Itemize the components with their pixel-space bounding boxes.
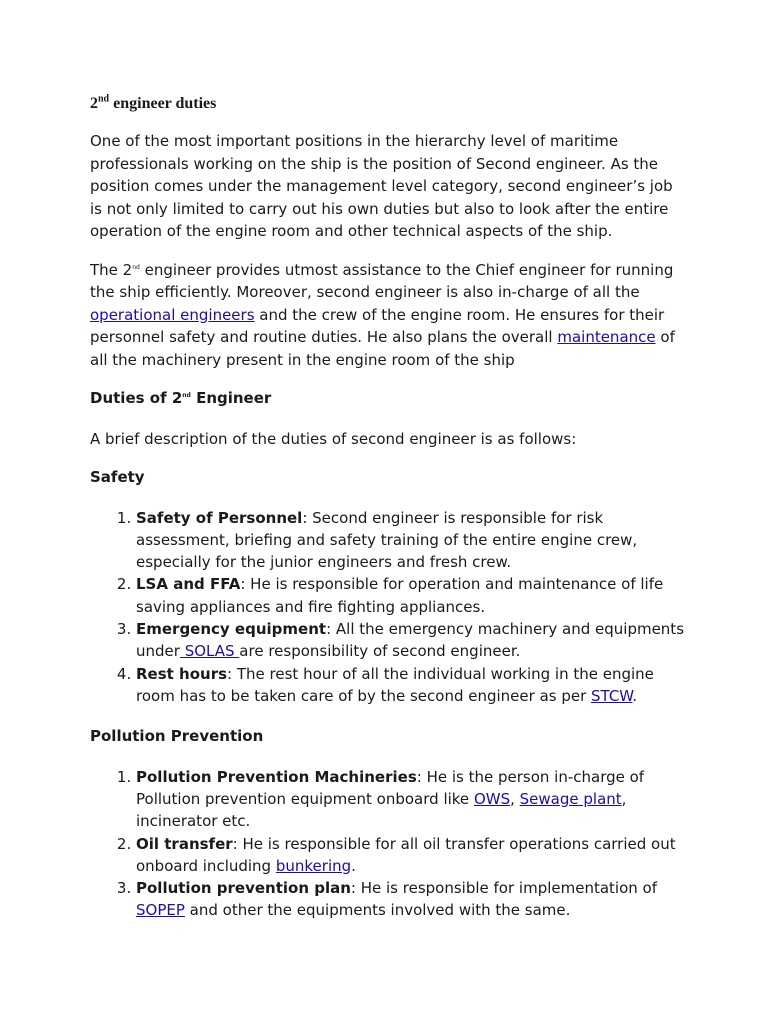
- list-item: [136, 573, 688, 618]
- safety-heading: Safety: [90, 468, 145, 486]
- para2-superscript: nd: [132, 263, 140, 271]
- item-text: : He is responsible for all oil transfer operations carried out onboard including: [136, 834, 676, 875]
- item-label: Oil transfer: [136, 834, 233, 853]
- item-label: Pollution prevention plan: [136, 879, 351, 898]
- operational-engineers-link[interactable]: operational engineers: [90, 305, 255, 324]
- item-text: : He is responsible for operation and maintenance of life saving appliances and fire fighting appliances.: [136, 575, 664, 616]
- item-text: : He is responsible for implementation of: [350, 879, 657, 898]
- para2-text-4: of all the machinery present in the engine room of the ship: [90, 328, 675, 369]
- item-text: : The rest hour of all the individual working in the engine room has to be taken care of by the second engineer as per: [136, 664, 654, 705]
- para2-text-1: The 2: [90, 260, 133, 279]
- para2-text-3: and the crew of the engine room. He ensures for their personnel safety and routine duties. He also plans the overall: [90, 305, 665, 346]
- duties-heading-text-1: Duties of 2: [90, 389, 183, 407]
- item-label: Emergency equipment: [136, 619, 327, 638]
- list-item: [136, 833, 688, 878]
- intro-paragraph: One of the most important positions in the hierarchy level of maritime professionals working on the ship is the position of Second engineer. As the position comes under the management level category, second engineer’s job is not only limited to carry out his own duties but also to look after the entire operation of the engine room and other technical aspects of the ship.: [90, 132, 673, 240]
- list-item: [136, 766, 688, 833]
- duties-heading-text-2: Engineer: [190, 389, 272, 407]
- title-text: engineer duties: [109, 95, 217, 112]
- solas-link[interactable]: SOLAS: [179, 642, 240, 661]
- item-label: Pollution Prevention Machineries: [136, 767, 417, 786]
- item-text: : Second engineer is responsible for risk assessment, briefing and safety training of the entire engine crew, especially for the junior engineers and fresh crew.: [136, 508, 638, 572]
- sopep-link[interactable]: SOPEP: [136, 901, 185, 920]
- item-text-end: , incinerator etc.: [136, 789, 627, 831]
- para2-text-2: engineer provides utmost assistance to the Chief engineer for running the ship efficiently. Moreover, second engineer is also in-charge of all the: [90, 260, 674, 301]
- document-title: [90, 94, 688, 114]
- list-item: [136, 507, 688, 574]
- pollution-heading: Pollution Prevention: [90, 727, 264, 746]
- item-label: LSA and FFA: [136, 575, 241, 594]
- list-item: [136, 663, 688, 708]
- assistance-paragraph: [90, 259, 688, 372]
- list-item: [136, 618, 688, 663]
- ows-link[interactable]: OWS: [473, 789, 511, 808]
- stcw-link[interactable]: STCW: [591, 686, 633, 705]
- item-label: Rest hours: [136, 664, 228, 683]
- title-superscript: nd: [98, 93, 110, 105]
- list-item: [136, 877, 688, 922]
- item-label: Safety of Personnel: [136, 508, 303, 527]
- item-separator: ,: [510, 789, 520, 808]
- item-text-end: are responsibility of second engineer.: [239, 642, 521, 661]
- duties-heading: [90, 387, 688, 410]
- sewage-plant-link[interactable]: Sewage plant: [519, 789, 622, 808]
- pollution-list: [90, 766, 688, 922]
- item-text-end: and other the equipments involved with the same.: [184, 901, 571, 920]
- item-text-end: .: [351, 856, 356, 875]
- item-text: : All the emergency machinery and equipments under: [136, 619, 685, 661]
- brief-description: A brief description of the duties of second engineer is as follows:: [90, 429, 577, 448]
- duties-heading-superscript: nd: [182, 392, 191, 399]
- title-number: 2: [90, 95, 98, 112]
- item-text-end: .: [632, 686, 638, 705]
- maintenance-link[interactable]: maintenance: [557, 328, 656, 346]
- bunkering-link[interactable]: bunkering: [275, 856, 352, 875]
- item-text: : He is the person in-charge of Pollution prevention equipment onboard like: [136, 767, 645, 808]
- safety-list: [90, 507, 688, 708]
